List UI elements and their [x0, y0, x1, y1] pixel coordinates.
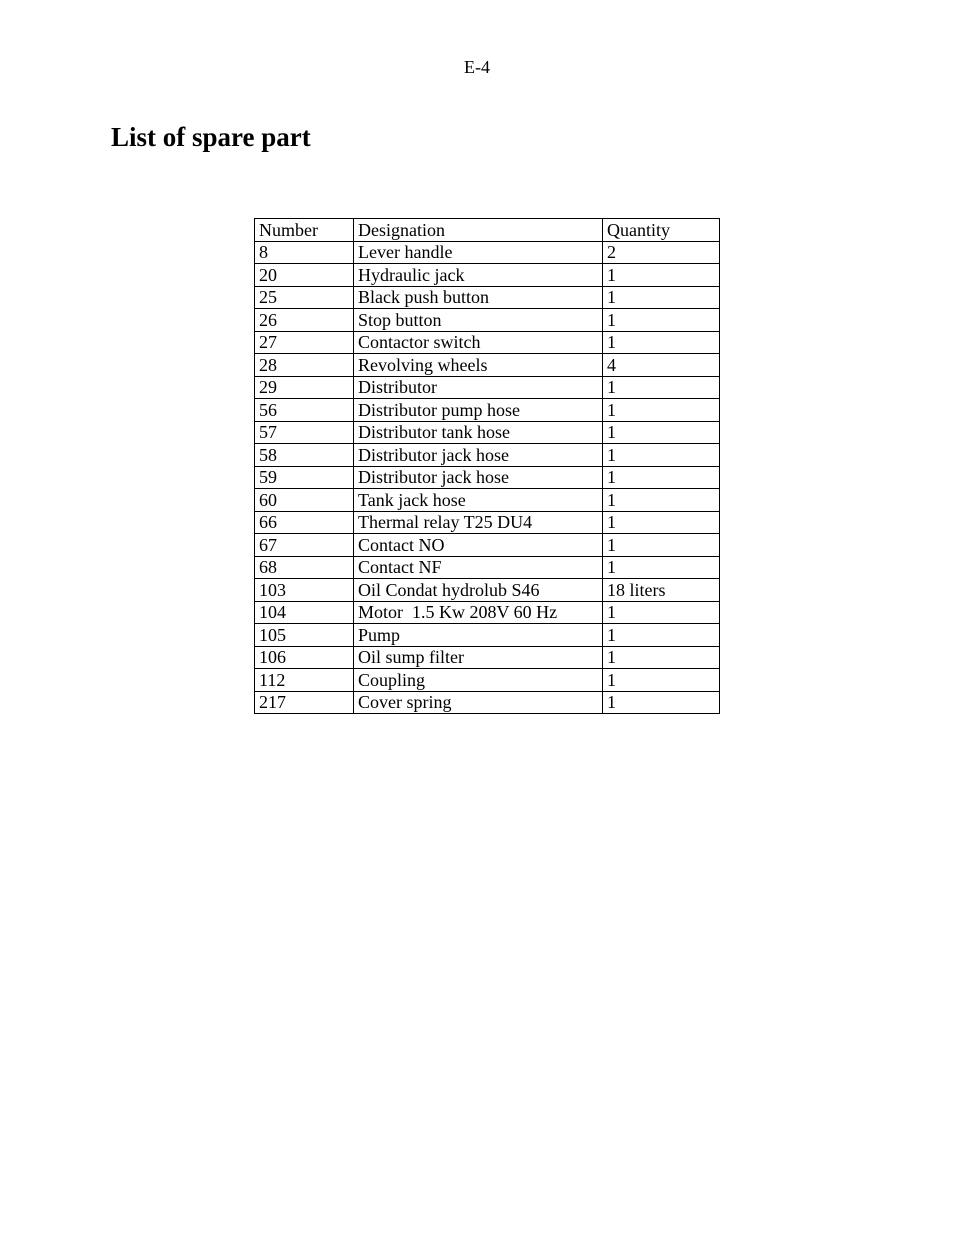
cell-number: 28	[255, 354, 354, 377]
table-row	[255, 511, 720, 534]
cell-number: 29	[255, 376, 354, 399]
cell-number: 27	[255, 331, 354, 354]
cell-quantity: 1	[603, 691, 720, 714]
cell-number: 66	[255, 511, 354, 534]
cell-designation: Hydraulic jack	[354, 264, 603, 287]
cell-number: 104	[255, 601, 354, 624]
table-row	[255, 421, 720, 444]
table-row	[255, 264, 720, 287]
cell-quantity: 1	[603, 534, 720, 557]
cell-number: 217	[255, 691, 354, 714]
cell-designation: Contactor switch	[354, 331, 603, 354]
cell-designation: Black push button	[354, 286, 603, 309]
cell-quantity: 1	[603, 444, 720, 467]
cell-number: 57	[255, 421, 354, 444]
header-quantity: Quantity	[603, 219, 720, 242]
cell-quantity: 1	[603, 601, 720, 624]
cell-quantity: 1	[603, 331, 720, 354]
table-row	[255, 399, 720, 422]
table-row	[255, 241, 720, 264]
cell-number: 26	[255, 309, 354, 332]
cell-designation: Lever handle	[354, 241, 603, 264]
table-row	[255, 624, 720, 647]
cell-designation: Thermal relay T25 DU4	[354, 511, 603, 534]
cell-designation: Distributor tank hose	[354, 421, 603, 444]
cell-designation: Distributor	[354, 376, 603, 399]
table-row	[255, 669, 720, 692]
table-row	[255, 286, 720, 309]
table-row	[255, 354, 720, 377]
cell-number: 105	[255, 624, 354, 647]
table-row	[255, 466, 720, 489]
cell-number: 59	[255, 466, 354, 489]
header-designation: Designation	[354, 219, 603, 242]
cell-designation: Pump	[354, 624, 603, 647]
table-row	[255, 579, 720, 602]
page-title: List of spare part	[111, 122, 311, 152]
cell-number: 106	[255, 646, 354, 669]
header-row	[255, 219, 720, 242]
cell-designation: Tank jack hose	[354, 489, 603, 512]
cell-designation: Oil sump filter	[354, 646, 603, 669]
table-body	[255, 241, 720, 714]
cell-designation: Revolving wheels	[354, 354, 603, 377]
cell-designation: Motor 1.5 Kw 208V 60 Hz	[354, 601, 603, 624]
cell-number: 68	[255, 556, 354, 579]
table-row	[255, 331, 720, 354]
cell-number: 20	[255, 264, 354, 287]
spare-parts-table	[254, 218, 720, 714]
cell-quantity: 2	[603, 241, 720, 264]
table-header	[255, 219, 720, 242]
cell-quantity: 18 liters	[603, 579, 720, 602]
cell-number: 25	[255, 286, 354, 309]
cell-quantity: 1	[603, 624, 720, 647]
cell-quantity: 1	[603, 489, 720, 512]
cell-quantity: 1	[603, 309, 720, 332]
cell-number: 8	[255, 241, 354, 264]
table-row	[255, 601, 720, 624]
cell-number: 56	[255, 399, 354, 422]
cell-quantity: 4	[603, 354, 720, 377]
table-row	[255, 444, 720, 467]
cell-number: 112	[255, 669, 354, 692]
table-row	[255, 534, 720, 557]
cell-quantity: 1	[603, 399, 720, 422]
cell-designation: Distributor pump hose	[354, 399, 603, 422]
cell-designation: Distributor jack hose	[354, 444, 603, 467]
cell-number: 103	[255, 579, 354, 602]
table-row	[255, 376, 720, 399]
table-row	[255, 309, 720, 332]
table-row	[255, 691, 720, 714]
cell-designation: Coupling	[354, 669, 603, 692]
table-row	[255, 556, 720, 579]
cell-designation: Cover spring	[354, 691, 603, 714]
header-number: Number	[255, 219, 354, 242]
cell-designation: Contact NO	[354, 534, 603, 557]
cell-quantity: 1	[603, 376, 720, 399]
page-number: E-4	[464, 57, 490, 77]
cell-designation: Stop button	[354, 309, 603, 332]
cell-quantity: 1	[603, 556, 720, 579]
cell-quantity: 1	[603, 286, 720, 309]
cell-designation: Contact NF	[354, 556, 603, 579]
cell-quantity: 1	[603, 646, 720, 669]
cell-number: 58	[255, 444, 354, 467]
table-row	[255, 646, 720, 669]
cell-quantity: 1	[603, 264, 720, 287]
cell-number: 60	[255, 489, 354, 512]
cell-designation: Distributor jack hose	[354, 466, 603, 489]
cell-quantity: 1	[603, 669, 720, 692]
cell-quantity: 1	[603, 511, 720, 534]
cell-designation: Oil Condat hydrolub S46	[354, 579, 603, 602]
table-row	[255, 489, 720, 512]
cell-quantity: 1	[603, 421, 720, 444]
cell-number: 67	[255, 534, 354, 557]
cell-quantity: 1	[603, 466, 720, 489]
